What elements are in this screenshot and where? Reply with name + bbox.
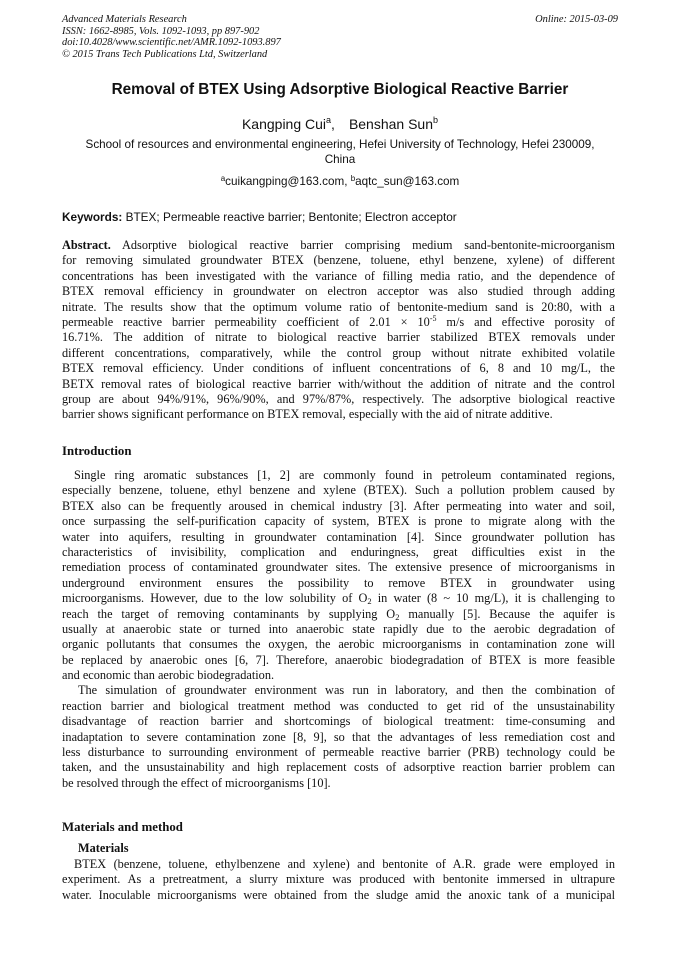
paragraph-line: characteristics of invisibility, complication and enduringness, great difficulties exist in the [62, 544, 615, 559]
paragraph-line: organic pollutants that consumes the oxygen, the aerobic microorganisms in contamination zone will [62, 637, 615, 652]
author-name: Kangping Cui [241, 116, 327, 132]
abstract-line: barrier shows significant performance on BTEX removal, especially with the aid of nitrate additive. [62, 407, 553, 422]
author-list [62, 116, 618, 133]
keywords-label: Keywords: [62, 210, 123, 224]
paragraph-line: Single ring aromatic substances [1, 2] are commonly found in petroleum contaminated regions, [74, 468, 615, 482]
issn-line: ISSN: 1662-8985, Vols. 1092-1093, pp 897-902 [62, 25, 260, 37]
subsection-heading-materials: Materials [78, 841, 129, 855]
abstract-line: different concentrations, comparatively, while the control group without nitrate exhibited volatile [62, 345, 615, 360]
abstract-line: BTEX removal efficiency. Under conditions of influent concentrations of 6, 8 and 10 mg/L, the [62, 361, 615, 376]
paragraph-line: BTEX also can be frequently aroused in chemical industry [3]. After permeating into water and soil, [62, 498, 615, 513]
paragraph-line: especially benzene, toluene, ethyl benzene and xylene (BTEX). Such a pollution problem caused by [62, 483, 615, 498]
paragraph-line: microorganisms. However, due to the low solubility of $O_2$ in water (8 ~ 10 mg/L), it is challenging to [62, 591, 615, 607]
abstract-line: for removing simulated groundwater BTEX (benzene, toluene, ethyl benzene, xylene) of different [62, 253, 615, 268]
copyright-line: © 2015 Trans Tech Publications Ltd, Switzerland [62, 48, 268, 60]
section-heading-introduction: Introduction [62, 444, 132, 458]
abstract-label: Abstract. [62, 238, 111, 252]
paragraph-line: BTEX (benzene, toluene, ethylbenzene and xylene) and bentonite of A.R. grade were employed in [74, 857, 615, 871]
paragraph-line: once surpassing the self-purification capacity of system, BTEX is prone to migrate along with the [62, 514, 615, 529]
abstract-line: 16.71%. The addition of nitrate to biological reactive barrier stabilized BTEX removals under [62, 330, 615, 345]
paragraph-line: usually at anaerobic state or turned into anaerobic state rapidly due to the aerobic degradation of [62, 621, 615, 636]
author-separator: , [331, 116, 335, 132]
abstract-line: BTEX removal efficiency in groundwater on electron acceptor was also studied through adding [62, 284, 615, 299]
introduction-body [62, 468, 615, 791]
abstract-line: BETX removal rates of biological reactive barrier with/without the addition of nitrate and the control [62, 376, 615, 391]
paragraph-line: be replaced by anaerobic ones [6, 7]. Therefore, anaerobic biodegradation of BTEX is more feasible [62, 652, 615, 667]
affiliation-line: School of resources and environmental engineering, Hefei University of Technology, Hefei 230009, [85, 138, 595, 151]
affiliation [62, 138, 618, 167]
paragraph-line: and economic than aerobic biodegradation. [62, 668, 275, 683]
paragraph-line: taken, and the unsustainability and high replacement costs of adsorptive reaction barrier problem can [62, 760, 615, 775]
keywords-text: BTEX; Permeable reactive barrier; Bentonite; Electron acceptor [122, 210, 457, 224]
journal-name: Advanced Materials Research [62, 14, 187, 25]
email-marker: a [220, 174, 226, 183]
paragraph-line: water. Inoculable microorganisms were obtained from the sludge amid the anoxic tank of a municipal [62, 887, 615, 902]
email-marker: b [350, 174, 356, 183]
paragraph-line: less disturbance to surrounding environment of permeable reactive barrier (PRB) technology could be [62, 745, 615, 760]
author-emails [62, 175, 618, 190]
paragraph-line: water into aquifers, resulting in groundwater contamination [4]. Since groundwater pollution has [62, 529, 615, 544]
journal-header [62, 14, 618, 60]
paragraph-line: inadaptation to severe contamination zone [8, 9], so that the advantages of less remediation cost and [62, 729, 615, 744]
paragraph-line: reaction barrier and biological treatment method was conducted to get rid of the unsustainability [62, 698, 615, 713]
online-date: Online: 2015-03-09 [535, 14, 618, 25]
paragraph-line: experiment. As a pretreatment, a slurry mixture was produced with bentonite immersed in ultrapure [62, 872, 615, 887]
abstract-line: nitrate. The results show that the optimum volume ratio of bentonite-medium sand is 20:80, with a [62, 299, 615, 314]
paper-title: Removal of BTEX Using Adsorptive Biological Reactive Barrier [111, 81, 569, 98]
author-name: Benshan Sun [348, 116, 434, 132]
paragraph-line: underground environment ensures the possibility to remove BTEX in groundwater using [62, 575, 615, 590]
section-heading-materials-and-method: Materials and method [62, 820, 183, 834]
paragraph-line: be resolved through the effect of microorganisms [10]. [62, 775, 331, 790]
abstract-line: Abstract. Adsorptive biological reactive barrier comprising medium sand-bentonite-microorganism [62, 238, 615, 252]
materials-body [62, 857, 615, 903]
affiliation-line: China [324, 152, 356, 166]
email-link[interactable]: aqtc_sun@163.com [355, 175, 460, 188]
abstract-line: permeable reactive barrier permeability coefficient of $2.01 \times 10^{-5}$ m/s and effective porosity of [62, 314, 615, 329]
abstract-line: group are about 94%/91%, 96%/90%, and 97%/87%, respectively. The adsorptive biological reactive [62, 391, 615, 406]
keywords [62, 210, 618, 225]
email-link[interactable]: cuikangping@163.com, [225, 175, 351, 188]
author-affil-marker: a [326, 115, 332, 125]
abstract-line: concentrations has been investigated with the variance of filling media ratio, and the dependence of [62, 268, 615, 283]
paragraph-line: remediation process of contaminated groundwater sites. The extensive presence of microorganisms in [62, 560, 615, 575]
author-affil-marker: b [433, 115, 439, 125]
abstract [62, 238, 615, 423]
paragraph-line: disadvantage of reaction barrier and shortcomings of biological treatment: time-consuming and [62, 714, 615, 729]
paragraph-line: reach the target of removing contaminants by supplying $O_2$ manually [5]. Because the aquifer is [62, 606, 615, 622]
doi-line: doi:10.4028/www.scientific.net/AMR.1092-1093.897 [62, 37, 281, 49]
paragraph-line: The simulation of groundwater environment was run in laboratory, and then the combination of [78, 683, 615, 698]
